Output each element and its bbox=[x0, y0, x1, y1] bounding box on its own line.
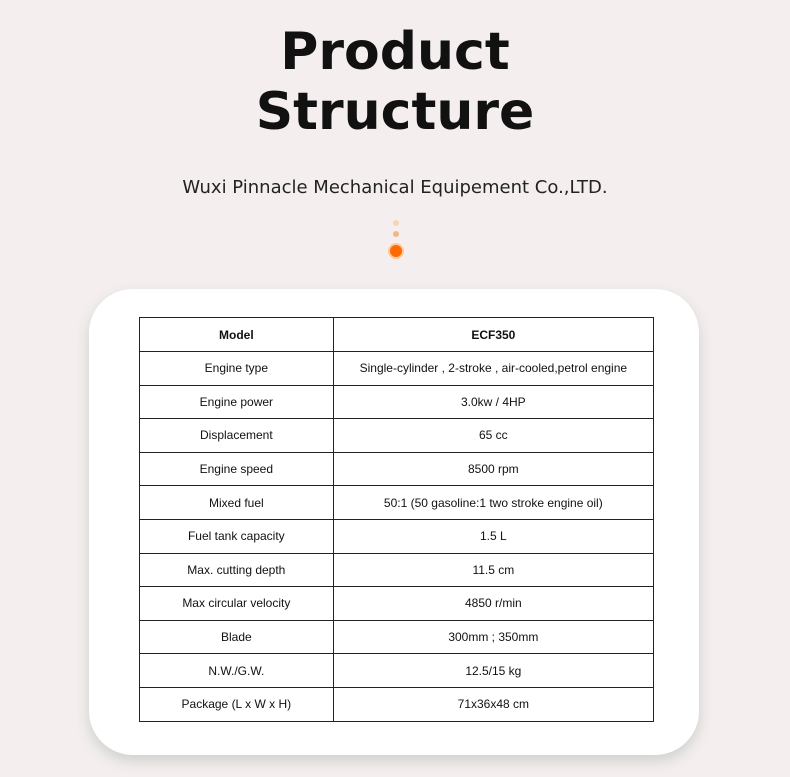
row-value: 71x36x48 cm bbox=[333, 687, 653, 721]
small-dot-icon bbox=[393, 220, 399, 226]
row-value: 50:1 (50 gasoline:1 two stroke engine oil) bbox=[333, 486, 653, 520]
title-line-2: Structure bbox=[255, 82, 535, 142]
company-name: Wuxi Pinnacle Mechanical Equipement Co.,LTD. bbox=[182, 177, 608, 198]
row-value: 1.5 L bbox=[333, 519, 653, 553]
table-row bbox=[140, 620, 654, 654]
header-value-cell: ECF350 bbox=[333, 318, 653, 352]
row-label: Package (L x W x H) bbox=[140, 687, 334, 721]
table-row bbox=[140, 553, 654, 587]
spec-table bbox=[139, 317, 654, 722]
table-row bbox=[140, 352, 654, 386]
target-dot-icon bbox=[388, 243, 404, 259]
row-value: 300mm ; 350mm bbox=[333, 620, 653, 654]
row-value: 3.0kw / 4HP bbox=[333, 385, 653, 419]
decorative-dots-icon bbox=[388, 220, 404, 262]
row-value: Single-cylinder , 2-stroke , air-cooled,petrol engine bbox=[333, 352, 653, 386]
table-row bbox=[140, 419, 654, 453]
row-label: Displacement bbox=[140, 419, 334, 453]
table-row bbox=[140, 687, 654, 721]
table-row bbox=[140, 385, 654, 419]
row-label: Engine power bbox=[140, 385, 334, 419]
title-line-1: Product bbox=[280, 22, 510, 82]
table-row bbox=[140, 486, 654, 520]
page-title bbox=[0, 22, 790, 142]
row-value: 12.5/15 kg bbox=[333, 654, 653, 688]
row-label: Engine type bbox=[140, 352, 334, 386]
row-value: 4850 r/min bbox=[333, 587, 653, 621]
table-row bbox=[140, 654, 654, 688]
row-value: 65 cc bbox=[333, 419, 653, 453]
medium-dot-icon bbox=[393, 231, 399, 237]
row-label: Blade bbox=[140, 620, 334, 654]
table-row bbox=[140, 519, 654, 553]
header-label-cell: Model bbox=[140, 318, 334, 352]
row-label: Fuel tank capacity bbox=[140, 519, 334, 553]
row-label: N.W./G.W. bbox=[140, 654, 334, 688]
row-label: Max. cutting depth bbox=[140, 553, 334, 587]
row-label: Engine speed bbox=[140, 452, 334, 486]
table-row bbox=[140, 587, 654, 621]
row-label: Max circular velocity bbox=[140, 587, 334, 621]
row-label: Mixed fuel bbox=[140, 486, 334, 520]
table-header-row bbox=[140, 318, 654, 352]
row-value: 8500 rpm bbox=[333, 452, 653, 486]
table-row bbox=[140, 452, 654, 486]
row-value: 11.5 cm bbox=[333, 553, 653, 587]
